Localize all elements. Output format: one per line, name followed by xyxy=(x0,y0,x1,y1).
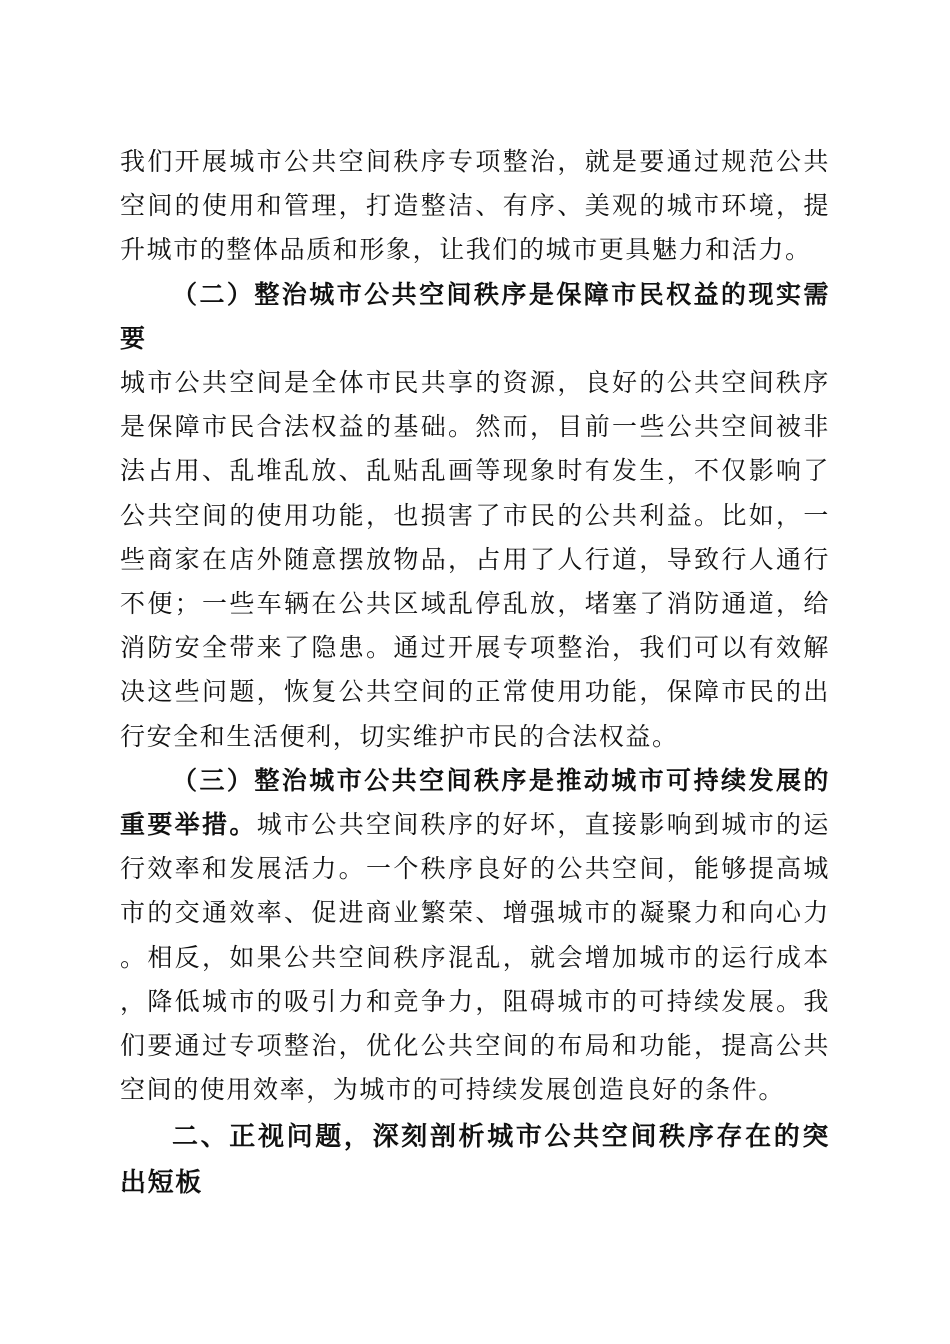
paragraph-2: 城市公共空间是全体市民共享的资源，良好的公共空间秩序是保障市民合法权益的基础。然而，目前一些公共空间被非法占用、乱堆乱放、乱贴乱画等现象时有发生，不仅影响了公共空间的使用功能，也损害了市民的公共利益。比如，一些商家在店外随意摆放物品，占用了人行道，导致行人通行不便；一些车辆在公共区域乱停乱放，堵塞了消防通道，给消防安全带来了隐患。通过开展专项整治，我们可以有效解决这些问题，恢复公共空间的正常使用功能，保障市民的出行安全和生活便利，切实维护市民的合法权益。 xyxy=(120,368,830,751)
subheading-2: （二）整治城市公共空间秩序是保障市民权益的现实需要 xyxy=(120,279,830,353)
section-heading: 二、正视问题，深刻剖析城市公共空间秩序存在的突出短板 xyxy=(120,1122,830,1199)
subheading-3: （三）整治城市公共空间秩序是推动城市可持续发展的重要举措。 xyxy=(120,765,830,840)
document-body xyxy=(120,140,830,1206)
paragraph-1: 我们开展城市公共空间秩序专项整治，就是要通过规范公共空间的使用和管理，打造整洁、有序、美观的城市环境，提升城市的整体品质和形象，让我们的城市更具魅力和活力。 xyxy=(120,147,830,265)
paragraph-3-block xyxy=(120,759,830,1113)
paragraph-3: 城市公共空间秩序的好坏，直接影响到城市的运行效率和发展活力。一个秩序良好的公共空间，能够提高城市的交通效率、促进商业繁荣、增强城市的凝聚力和向心力。相反，如果公共空间秩序混乱，就会增加城市的运行成本，降低城市的吸引力和竞争力，阻碍城市的可持续发展。我们要通过专项整治，优化公共空间的布局和功能，提高公共空间的使用效率，为城市的可持续发展创造良好的条件。 xyxy=(120,810,830,1105)
